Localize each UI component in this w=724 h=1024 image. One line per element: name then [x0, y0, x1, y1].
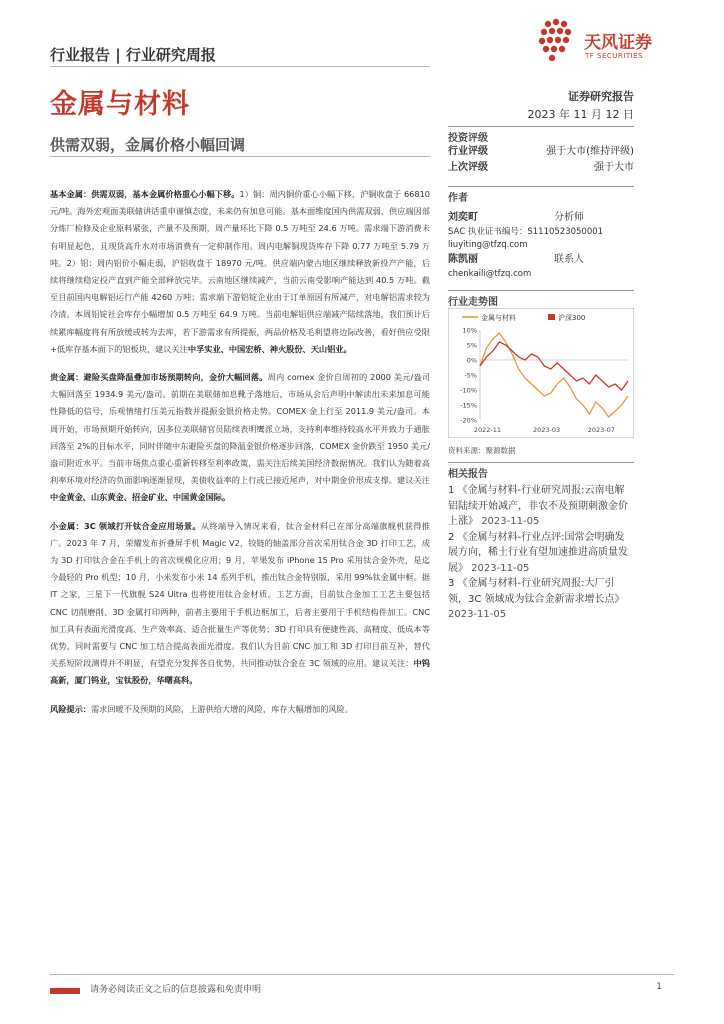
report-category: 行业报告 | 行业研究周报	[50, 46, 216, 64]
author-name: 刘奕町	[448, 212, 478, 223]
legend-label-metal: 金属与材料	[481, 314, 516, 322]
trend-heading: 行业走势图	[448, 290, 634, 308]
paragraph-text: 周内 comex 金价自周初的 2000 美元/盎司大幅回落至 1934.9 美元/盎司。前期在美联储加息靴子落地后，市场从会后声明中解读出未来加息可能性降低的信号，乐观情绪打压美元指数并提振金银价格走势。COMEX 金上行至 2011.9 美元/盎司。本周开始，市场预期开始转向，因多位美联储官员陆续表明鹰派立场，支持利率维持较高水平并致力于通胀回落至 2%的目标水平，同时伴随中东避险买盘的降温金银价格逐步回落，COMEX 金价跌至 1950 美元/盎司附近水平。当前市场焦点重心重新转移至利率政策，需关注后续美国经济数据情况。我们认为随着高利率环境对经济的负面影响逐渐显现，美债收益率的上行或已接近尾声，对中期金价形成支撑。建议关注	[50, 372, 430, 486]
industry-rating-row	[448, 144, 634, 160]
previous-rating-value: 强于大市	[594, 162, 634, 173]
y-tick-label: -5%	[464, 371, 477, 380]
author-name: 陈凯丽	[448, 254, 478, 265]
previous-rating-row	[448, 160, 634, 176]
paragraph-precious-metals	[50, 369, 430, 507]
rating-heading: 投资评级	[448, 126, 634, 144]
x-tick-label: 2023-03	[533, 426, 561, 434]
legend-swatch-hs300	[548, 314, 555, 320]
related-item[interactable]	[448, 530, 634, 577]
author-email[interactable]: chenkaili@tfzq.com	[448, 269, 532, 279]
logo-name-en: TF SECURITIES	[585, 52, 644, 60]
y-tick-label: 10%	[462, 326, 477, 335]
related-date: 2023-11-05	[481, 516, 540, 527]
author-entry	[448, 210, 634, 252]
paragraph-minor-metals	[50, 518, 430, 690]
related-section	[448, 462, 634, 623]
previous-rating-label: 上次评级	[448, 162, 488, 173]
author-entry	[448, 252, 634, 281]
authors-heading: 作者	[448, 186, 634, 204]
industry-rating-value: 强于大市(维持评级)	[546, 146, 634, 157]
author-role: 分析师	[554, 212, 584, 223]
chart-source: 资料来源：聚源数据	[448, 446, 516, 455]
footer-divider	[50, 974, 674, 975]
related-item[interactable]	[448, 576, 634, 623]
author-role: 联系人	[554, 254, 584, 265]
legend-label-hs300: 沪深300	[558, 314, 586, 322]
related-heading: 相关报告	[448, 462, 634, 480]
paragraph-tail: 中孚实业、中国宏桥、神火股份、天山铝业。	[187, 343, 352, 354]
related-title[interactable]: 1 《金属与材料-行业研究周报:云南电解铝陆续开始减产，非农不及预期刺激金价上涨》	[448, 485, 628, 527]
author-email[interactable]: liuyiting@tfzq.com	[448, 240, 528, 250]
paragraph-lead: 基本金属：供需双弱，基本金属价格重心小幅下移。	[50, 189, 240, 199]
related-date: 2023-11-05	[448, 609, 507, 620]
paragraph-lead: 风险提示：	[50, 703, 91, 714]
footer-disclaimer: 请务必阅读正文之后的信息披露和免责申明	[90, 985, 262, 995]
logo-name-cn: 天风证券	[584, 33, 652, 53]
paragraph-text: 从终端导入情况来看，钛合金材料已在部分高端旗舰机获得推广。2023 年 7 月，荣耀发布折叠屏手机 Magic V2，铰链的轴盖部分首次采用钛合金 3D 打印工艺，成为 3D 打印钛合金在手机上的首次规模化应用；9 月，苹果发布 iPhone 15 Pro 采用钛合金外壳，是迄今最轻的 Pro 机型；10 月，小米发布小米 14 系列手机，推出钛合金特别版，采用 99%钛金属中框。据 IT 之家，三星下一代旗舰 S24 Ultra 也将使用钛合金材质。工艺方面，目前钛合金加工工艺主要包括 CNC 切削磨削、3D 金属打印两种，前者主要用于手机边框加工，后者主要用于手机结构件加工。CNC 加工具有表面光滑度高、生产效率高、适合批量生产等优势；3D 打印具有便捷性高、高精度、低成本等优势，同时需要与 CNC 加工结合提高表面光滑度。我们认为目前 CNC 加工和 3D 打印目前互补，替代关系短阶段测得并不明显，有望充分发挥各自优势，共同推动钛合金在 3C 领域的应用。建议关注：	[50, 520, 430, 669]
y-tick-label: -15%	[460, 401, 477, 410]
logo-icon	[536, 18, 586, 68]
y-tick-label: -20%	[460, 416, 477, 425]
y-tick-label: -10%	[460, 386, 477, 395]
paragraph-base-metals	[50, 186, 430, 358]
rating-section	[448, 126, 634, 176]
related-date: 2023-11-05	[471, 562, 530, 574]
header-divider	[50, 66, 430, 67]
main-body	[50, 186, 430, 729]
y-tick-label: 0%	[466, 356, 477, 365]
paragraph-tail: 中金黄金、山东黄金、招金矿业、中国黄金国际。	[50, 492, 231, 503]
trend-chart	[448, 308, 634, 438]
subtitle-divider	[50, 156, 430, 157]
report-date: 2023 年 11 月 12 日	[527, 108, 634, 121]
paragraph-lead: 小金属：3C 领域打开钛合金应用场景。	[50, 520, 201, 531]
x-tick-label: 2022-11	[473, 426, 501, 434]
page-title: 金属与材料	[50, 89, 190, 120]
report-subtitle: 供需双弱，金属价格小幅回调	[50, 136, 246, 154]
paragraph-lead: 贵金属：避险买盘降温叠加市场预期转向，金价大幅回落。	[50, 372, 268, 383]
authors-section	[448, 186, 634, 281]
y-tick-label: 5%	[466, 341, 477, 350]
paragraph-tail: 中钨高新，厦门钨业，宝钛股份，华曙高科。	[50, 658, 430, 686]
related-title[interactable]: 2 《金属与材料-行业点评:国常会明确发展方向，稀土行业有望加速推进高质量发展》	[448, 531, 628, 574]
industry-rating-label: 行业评级	[448, 146, 488, 157]
author-sac: SAC 执业证书编号：S1110523050001	[448, 227, 604, 237]
trend-section	[448, 290, 634, 456]
report-type: 证券研究报告	[568, 90, 634, 103]
paragraph-text: 1）铜：周内铜价重心小幅下移，沪铜收盘于 66810 元/吨。海外宏观面美联储讲话重申谨慎态度，未来仍有加息可能。基本面维度国内供需双弱，供应端因部分炼厂检修及企业原料紧张，产量不及预期，周产量环比下降 0.5 万吨至 24.6 万吨。需求端下游消费未有明显起色，且现货高升水对市场消费有一定抑制作用。周内电解铜现货库存下降 0.77 万吨至 5.79 万吨。2）铝：周内铝价小幅走弱，沪铝收盘于 18970 元/吨。供应端内蒙古地区继续释放新投产产能，后续将继续稳定投产直到产能全部释放完毕。云南地区继续减产，当前云南受影响产能达到 40.5 万吨。截至目前国内电解铝运行产能 4260 万吨；需求端下游铝锭企业由于订单原因有所减产，对电解铝需求较为冷清。本周铝锭社会库存小幅增加 0.5 万吨至 64.9 万吨。当前电解铝供应端减产陆续落地，我们预计后续累库幅度将有所放缓或转为去库，若下游需求有所提振，两品价格及毛利望将边际改善，看好供应受限+低库存基本面下的铝板块，建议关注	[50, 189, 430, 354]
related-title[interactable]: 3 《金属与材料-行业研究周报:大厂引领，3C 领域成为钛合金新需求增长点》	[448, 578, 625, 605]
x-tick-label: 2023-07	[587, 426, 615, 434]
page-number: 1	[656, 982, 662, 992]
footer-accent	[50, 988, 80, 994]
related-item[interactable]	[448, 483, 634, 530]
paragraph-risk	[50, 701, 430, 718]
paragraph-text: 需求回暖不及预期的风险，上游供给大增的风险，库存大幅增加的风险。	[90, 703, 353, 714]
